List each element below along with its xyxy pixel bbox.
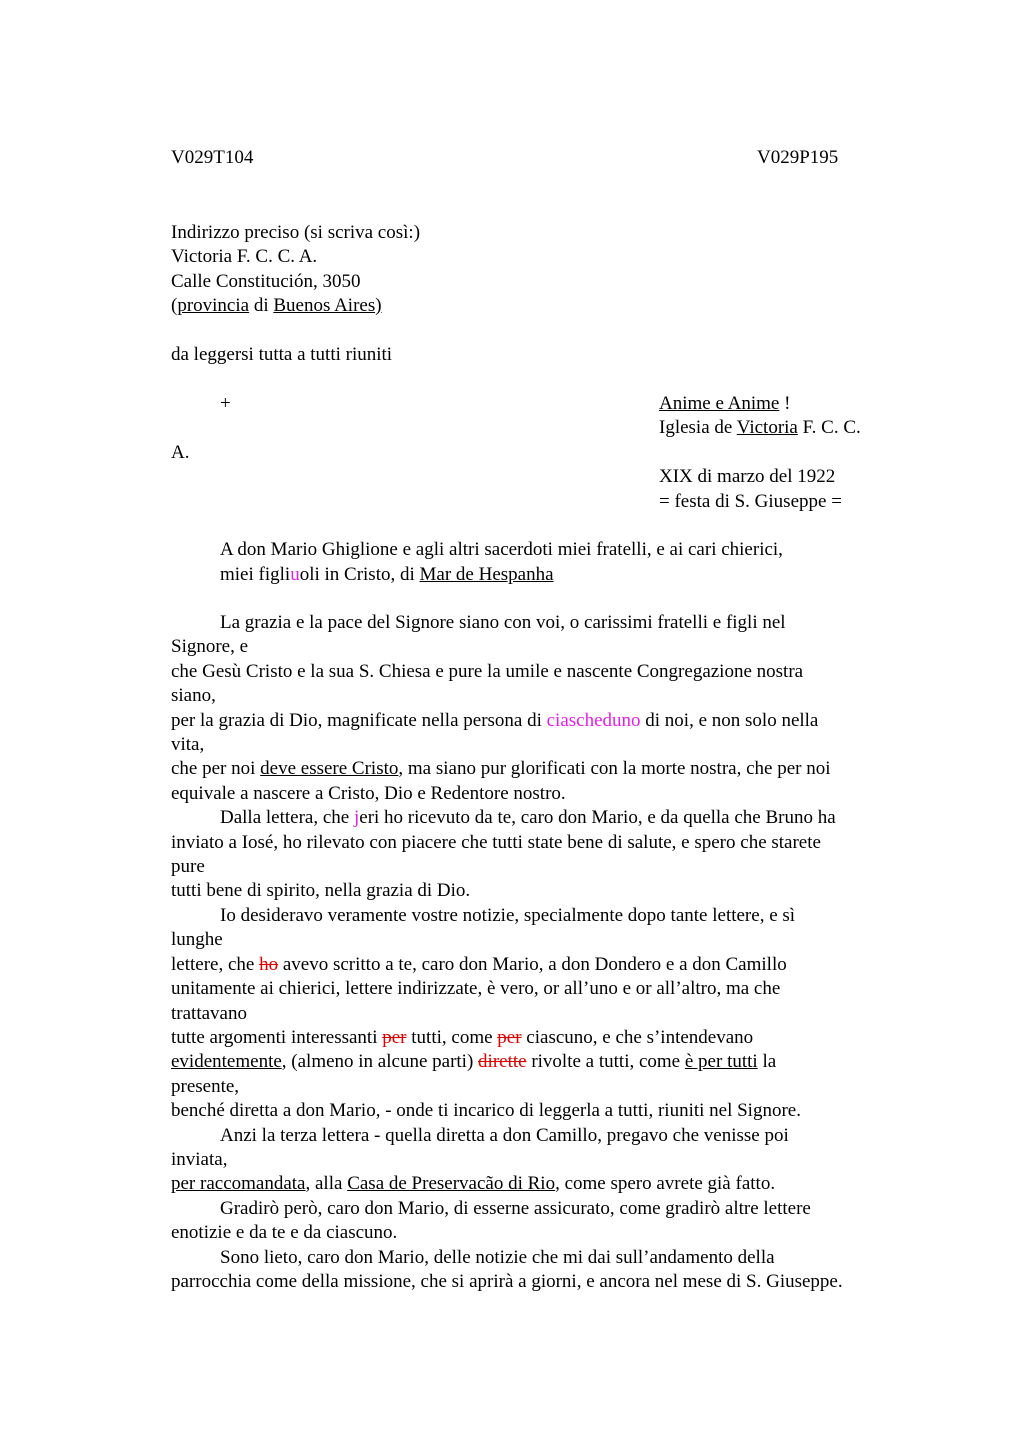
body-line	[171, 1172, 911, 1196]
body-line: parrocchia come della missione, che si aprirà a giorni, e ancora nel mese di S. Giuseppe.	[171, 1270, 843, 1292]
body-line	[171, 806, 911, 830]
body-underlined: deve essere Cristo	[260, 758, 399, 780]
body-text: tutte argomenti interessanti	[171, 1026, 383, 1048]
body-line: vita,	[171, 734, 205, 756]
body-line: trattavano	[171, 1002, 247, 1024]
body-line	[171, 1026, 911, 1050]
body-text: tutti, come	[406, 1026, 498, 1048]
address-line-3: Calle Constitución, 3050	[171, 271, 361, 292]
body-text: , alla	[305, 1173, 348, 1195]
body-line: Sono lieto, caro don Mario, delle notizie che mi dai sull’andamento della	[220, 1246, 775, 1268]
body-line: lunghe	[171, 929, 223, 951]
body-line: La grazia e la pace del Signore siano con voi, o carissimi fratelli e figli nel	[220, 612, 786, 633]
body-correction: ciascheduno	[546, 709, 641, 731]
body-line: presente,	[171, 1075, 240, 1097]
body-line	[171, 953, 911, 977]
body-line: unitamente ai chierici, lettere indirizzate, è vero, or all’uno e or all’altro, ma che	[171, 978, 781, 1000]
body-line	[171, 709, 911, 733]
cross-mark: +	[220, 393, 231, 414]
addressee-line-1: A don Mario Ghiglione e agli altri sacerdoti miei fratelli, e ai cari chierici,	[220, 539, 783, 560]
margin-letter: A.	[171, 442, 190, 463]
body-line: siano,	[171, 685, 216, 707]
body-text: che per noi	[171, 758, 261, 780]
body-text: la	[757, 1051, 777, 1073]
body-text: Dalla lettera, che	[220, 807, 354, 829]
addressee-text-a: miei figli	[220, 564, 291, 585]
dateline-victoria: Victoria	[736, 417, 798, 438]
body-deletion: per	[497, 1026, 522, 1048]
body-text: , ma siano pur glorificati con la morte nostra, che per noi	[398, 758, 831, 780]
addressee-correction: u	[290, 564, 300, 585]
body-line: inviata,	[171, 1148, 228, 1170]
body-deletion: ho	[259, 953, 279, 975]
body-deletion: dirette	[478, 1051, 527, 1073]
body-text: lettere, che	[171, 953, 260, 975]
address-line-4	[171, 294, 382, 318]
dateline-anime: Anime e Anime	[659, 393, 780, 414]
body-text: rivolte a tutti, come	[526, 1051, 685, 1073]
address-line-1: Indirizzo preciso (si scriva così:)	[171, 222, 421, 243]
dateline-feast: = festa di S. Giuseppe =	[659, 491, 842, 512]
body-text: di noi, e non solo nella	[640, 709, 819, 731]
body-line: enotizie e da te e da ciascuno.	[171, 1222, 398, 1244]
address-buenos-aires: Buenos Aires)	[273, 295, 382, 316]
letter-body	[171, 611, 911, 1294]
body-line: Gradirò però, caro don Mario, di esserne assicurato, come gradirò altre lettere	[220, 1197, 811, 1219]
address-open-paren: (	[171, 295, 178, 316]
body-line: Io desideravo veramente vostre notizie, specialmente dopo tante lettere, e sì	[220, 904, 796, 926]
body-text: , come spero avrete già fatto.	[555, 1173, 776, 1195]
reading-instruction: da leggersi tutta a tutti riuniti	[171, 344, 393, 365]
body-line: Signore, e	[171, 636, 249, 658]
body-deletion: per	[382, 1026, 407, 1048]
body-underlined: è per tutti	[684, 1051, 758, 1073]
body-underlined: Casa de Preservacão di Rio	[347, 1173, 556, 1195]
body-line: pure	[171, 856, 205, 878]
dateline-exclaim: !	[779, 393, 791, 414]
body-underlined: evidentemente	[171, 1051, 282, 1073]
body-text: , (almeno in alcune parti)	[281, 1051, 479, 1073]
addressee-line-2	[220, 563, 554, 587]
body-correction: j	[353, 807, 360, 829]
body-line: Anzi la terza lettera - quella diretta a don Camillo, pregavo che venisse poi	[220, 1124, 789, 1146]
dateline-line-1	[659, 392, 790, 416]
address-line-2: Victoria F. C. C. A.	[171, 246, 318, 267]
body-text: eri ho ricevuto da te, caro don Mario, e da quella che Bruno ha	[359, 807, 836, 829]
dateline-fcc: F. C. C.	[797, 417, 861, 438]
body-text: ciascuno, e che s’intendevano	[521, 1026, 754, 1048]
body-underlined: per raccomandata	[171, 1173, 306, 1195]
address-di: di	[249, 295, 274, 316]
body-line: inviato a Iosé, ho rilevato con piacere che tutti state bene di salute, e spero che starete	[171, 831, 821, 853]
addressee-text-b: oli in Cristo, di	[299, 564, 420, 585]
body-line	[171, 757, 911, 781]
addressee-place: Mar de Hespanha	[419, 564, 554, 585]
document-code-left: V029T104	[171, 147, 254, 168]
dateline-iglesia: Iglesia de	[659, 417, 737, 438]
body-text: per la grazia di Dio, magnificate nella persona di	[171, 709, 547, 731]
body-line: che Gesù Cristo e la sua S. Chiesa e pure la umile e nascente Congregazione nostra	[171, 660, 804, 682]
body-line: benché diretta a don Mario, - onde ti incarico di leggerla a tutti, riuniti nel Signore.	[171, 1100, 801, 1122]
body-line	[171, 1050, 911, 1074]
body-line: equivale a nascere a Cristo, Dio e Redentore nostro.	[171, 782, 566, 804]
document-code-right: V029P195	[757, 147, 839, 168]
body-line: tutti bene di spirito, nella grazia di Dio.	[171, 880, 471, 902]
body-text: avevo scritto a te, caro don Mario, a don Dondero e a don Camillo	[278, 953, 787, 975]
dateline-date: XIX di marzo del 1922	[659, 466, 836, 487]
address-provincia: provincia	[177, 295, 250, 316]
dateline-line-2	[659, 416, 861, 440]
